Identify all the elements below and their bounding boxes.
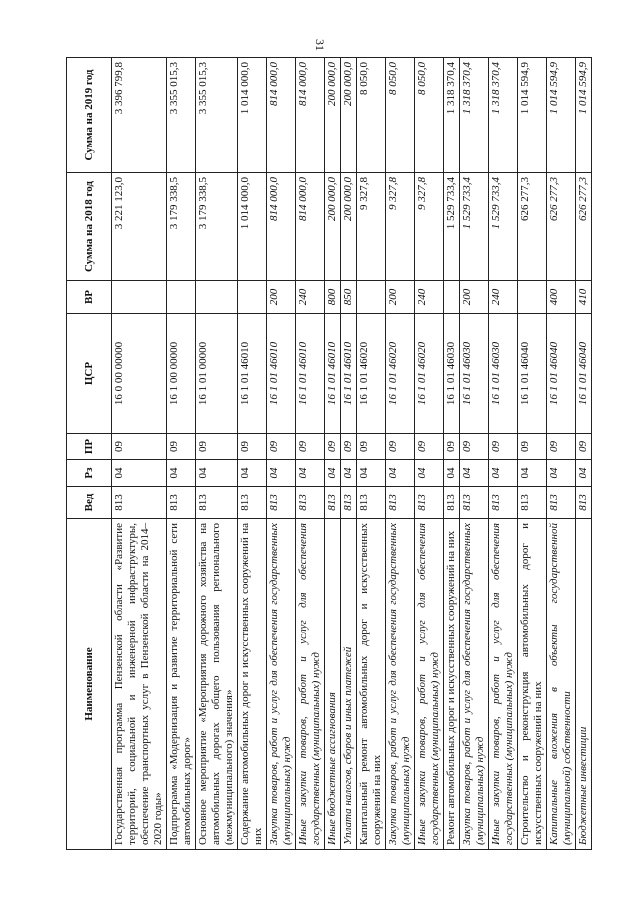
header-vr: ВР — [67, 281, 112, 314]
cell-name: Закупка товаров, работ и услуг для обеспечения государственных (муниципальных) нужд — [267, 519, 296, 850]
cell-name: Капитальные вложения в объекты государственной (муниципальной) собственности — [547, 519, 576, 850]
cell-sum-2018: 200 000,0 — [341, 173, 357, 281]
cell-vr — [167, 281, 196, 314]
cell-rz: 04 — [386, 460, 415, 487]
cell-ved: 813 — [325, 487, 341, 519]
cell-sum-2019: 1 318 370,4 — [444, 58, 460, 173]
cell-sum-2019: 1 318 370,4 — [460, 58, 489, 173]
cell-name: Закупка товаров, работ и услуг для обеспечения государственных (муниципальных) нужд — [460, 519, 489, 850]
cell-name: Бюджетные инвестиции — [576, 519, 592, 850]
cell-sum-2018: 9 327,8 — [386, 173, 415, 281]
cell-rz: 04 — [167, 460, 196, 487]
cell-ved: 813 — [238, 487, 267, 519]
cell-pr: 09 — [547, 434, 576, 460]
table-row — [415, 58, 444, 850]
cell-csr: 16 1 01 46020 — [415, 314, 444, 434]
page-number: 31 — [313, 39, 327, 51]
cell-pr: 09 — [386, 434, 415, 460]
cell-sum-2019: 8 050,0 — [386, 58, 415, 173]
cell-name: Иные закупки товаров, работ и услуг для обеспечения государственных (муниципальных) нужд — [296, 519, 325, 850]
table-row — [196, 58, 238, 850]
cell-sum-2018: 1 529 733,4 — [460, 173, 489, 281]
cell-ved: 813 — [460, 487, 489, 519]
cell-sum-2019: 200 000,0 — [325, 58, 341, 173]
cell-rz: 04 — [460, 460, 489, 487]
cell-vr: 240 — [296, 281, 325, 314]
cell-sum-2019: 1 014 594,9 — [547, 58, 576, 173]
cell-ved: 813 — [357, 487, 386, 519]
cell-ved: 813 — [489, 487, 518, 519]
table-row — [489, 58, 518, 850]
cell-pr: 09 — [489, 434, 518, 460]
cell-vr: 200 — [460, 281, 489, 314]
table-row — [341, 58, 357, 850]
table-header-row — [67, 58, 112, 850]
cell-vr: 200 — [267, 281, 296, 314]
table-row — [518, 58, 547, 850]
cell-rz: 04 — [444, 460, 460, 487]
cell-csr: 16 1 01 00000 — [196, 314, 238, 434]
cell-ved: 813 — [112, 487, 167, 519]
cell-sum-2018: 814 000,0 — [267, 173, 296, 281]
cell-vr — [518, 281, 547, 314]
cell-rz: 04 — [196, 460, 238, 487]
cell-ved: 813 — [576, 487, 592, 519]
cell-sum-2018: 1 529 733,4 — [444, 173, 460, 281]
cell-csr: 16 1 01 46040 — [518, 314, 547, 434]
cell-vr: 800 — [325, 281, 341, 314]
cell-vr: 400 — [547, 281, 576, 314]
cell-name: Иные бюджетные ассигнования — [325, 519, 341, 850]
cell-name: Капитальный ремонт автомобильных дорог и искусственных сооружений на них — [357, 519, 386, 850]
cell-csr: 16 1 01 46010 — [238, 314, 267, 434]
cell-rz: 04 — [238, 460, 267, 487]
cell-sum-2018: 9 327,8 — [415, 173, 444, 281]
cell-sum-2019: 3 355 015,3 — [167, 58, 196, 173]
cell-vr — [444, 281, 460, 314]
cell-rz: 04 — [576, 460, 592, 487]
cell-name: Строительство и реконструкция автомобильных дорог и искусственных сооружений на них — [518, 519, 547, 850]
cell-sum-2019: 8 050,0 — [357, 58, 386, 173]
cell-vr: 240 — [415, 281, 444, 314]
cell-name: Иные закупки товаров, работ и услуг для обеспечения государственных (муниципальных) нужд — [489, 519, 518, 850]
cell-name: Содержание автомобильных дорог и искусственных сооружений на них — [238, 519, 267, 850]
cell-csr: 16 1 00 00000 — [167, 314, 196, 434]
cell-csr: 16 1 01 46040 — [547, 314, 576, 434]
cell-sum-2018: 200 000,0 — [325, 173, 341, 281]
cell-pr: 09 — [341, 434, 357, 460]
cell-vr: 240 — [489, 281, 518, 314]
table-row — [267, 58, 296, 850]
table-body — [112, 58, 592, 850]
cell-sum-2019: 8 050,0 — [415, 58, 444, 173]
cell-pr: 09 — [167, 434, 196, 460]
cell-sum-2019: 3 396 799,8 — [112, 58, 167, 173]
table-row — [167, 58, 196, 850]
cell-name: Государственная программа Пензенской области «Развитие территорий, социальной и инженерной инфраструктуры, обеспечение транспортных услуг в Пензенской области на 2014–2020 годы» — [112, 519, 167, 850]
table-row — [576, 58, 592, 850]
cell-pr: 09 — [576, 434, 592, 460]
header-ved: Вед — [67, 487, 112, 519]
cell-csr: 16 0 00 00000 — [112, 314, 167, 434]
cell-ved: 813 — [196, 487, 238, 519]
cell-vr: 410 — [576, 281, 592, 314]
cell-name: Уплата налогов, сборов и иных платежей — [341, 519, 357, 850]
cell-vr — [357, 281, 386, 314]
cell-pr: 09 — [112, 434, 167, 460]
cell-sum-2018: 814 000,0 — [296, 173, 325, 281]
table-row — [386, 58, 415, 850]
budget-table — [66, 57, 592, 850]
rotated-page — [66, 58, 589, 850]
cell-ved: 813 — [547, 487, 576, 519]
header-rz: Рз — [67, 460, 112, 487]
cell-sum-2018: 626 277,3 — [547, 173, 576, 281]
cell-pr: 09 — [357, 434, 386, 460]
table-row — [444, 58, 460, 850]
cell-sum-2019: 814 000,0 — [267, 58, 296, 173]
table-row — [112, 58, 167, 850]
cell-sum-2019: 814 000,0 — [296, 58, 325, 173]
cell-rz: 04 — [341, 460, 357, 487]
table-row — [325, 58, 341, 850]
cell-sum-2019: 1 014 000,0 — [238, 58, 267, 173]
cell-ved: 813 — [415, 487, 444, 519]
cell-pr: 09 — [518, 434, 547, 460]
table-row — [547, 58, 576, 850]
cell-sum-2018: 1 014 000,0 — [238, 173, 267, 281]
cell-sum-2019: 1 318 370,4 — [489, 58, 518, 173]
cell-pr: 09 — [460, 434, 489, 460]
cell-rz: 04 — [325, 460, 341, 487]
cell-name: Иные закупки товаров, работ и услуг для обеспечения государственных (муниципальных) нужд — [415, 519, 444, 850]
cell-name: Ремонт автомобильных дорог и искусственных сооружений на них — [444, 519, 460, 850]
cell-ved: 813 — [267, 487, 296, 519]
cell-name: Подпрограмма «Модернизация и развитие территориальной сети автомобильных дорог» — [167, 519, 196, 850]
cell-csr: 16 1 01 46030 — [460, 314, 489, 434]
header-name: Наименование — [67, 519, 112, 850]
cell-vr — [238, 281, 267, 314]
cell-csr: 16 1 01 46030 — [444, 314, 460, 434]
header-csr: ЦСР — [67, 314, 112, 434]
cell-ved: 813 — [386, 487, 415, 519]
cell-csr: 16 1 01 46010 — [341, 314, 357, 434]
cell-pr: 09 — [196, 434, 238, 460]
cell-name: Основное мероприятие «Мероприятия дорожного хозяйства на автомобильных дорогах общего пользования регионального (межмуниципального) значения» — [196, 519, 238, 850]
cell-rz: 04 — [267, 460, 296, 487]
cell-ved: 813 — [296, 487, 325, 519]
cell-sum-2018: 1 529 733,4 — [489, 173, 518, 281]
cell-ved: 813 — [444, 487, 460, 519]
cell-pr: 09 — [415, 434, 444, 460]
cell-pr: 09 — [267, 434, 296, 460]
cell-csr: 16 1 01 46020 — [357, 314, 386, 434]
cell-sum-2018: 626 277,3 — [518, 173, 547, 281]
cell-sum-2019: 1 014 594,9 — [576, 58, 592, 173]
cell-name: Закупка товаров, работ и услуг для обеспечения государственных (муниципальных) нужд — [386, 519, 415, 850]
cell-vr — [112, 281, 167, 314]
cell-rz: 04 — [489, 460, 518, 487]
cell-vr: 850 — [341, 281, 357, 314]
cell-vr — [196, 281, 238, 314]
cell-sum-2019: 3 355 015,3 — [196, 58, 238, 173]
cell-sum-2018: 3 221 123,0 — [112, 173, 167, 281]
cell-csr: 16 1 01 46010 — [325, 314, 341, 434]
cell-sum-2018: 3 179 338,5 — [196, 173, 238, 281]
cell-rz: 04 — [112, 460, 167, 487]
cell-pr: 09 — [444, 434, 460, 460]
cell-sum-2019: 1 014 594,9 — [518, 58, 547, 173]
table-row — [460, 58, 489, 850]
cell-csr: 16 1 01 46010 — [267, 314, 296, 434]
header-sum-2019: Сумма на 2019 год — [67, 58, 112, 173]
cell-sum-2018: 626 277,3 — [576, 173, 592, 281]
table-row — [357, 58, 386, 850]
header-sum-2018: Сумма на 2018 год — [67, 173, 112, 281]
cell-rz: 04 — [518, 460, 547, 487]
cell-sum-2018: 3 179 338,5 — [167, 173, 196, 281]
cell-vr: 200 — [386, 281, 415, 314]
cell-ved: 813 — [341, 487, 357, 519]
cell-csr: 16 1 01 46040 — [576, 314, 592, 434]
table-row — [296, 58, 325, 850]
header-pr: ПР — [67, 434, 112, 460]
cell-rz: 04 — [415, 460, 444, 487]
cell-pr: 09 — [238, 434, 267, 460]
cell-sum-2019: 200 000,0 — [341, 58, 357, 173]
cell-sum-2018: 9 327,8 — [357, 173, 386, 281]
cell-csr: 16 1 01 46030 — [489, 314, 518, 434]
cell-pr: 09 — [296, 434, 325, 460]
table-container — [66, 58, 589, 850]
cell-ved: 813 — [167, 487, 196, 519]
table-row — [238, 58, 267, 850]
cell-rz: 04 — [296, 460, 325, 487]
cell-rz: 04 — [357, 460, 386, 487]
cell-pr: 09 — [325, 434, 341, 460]
cell-ved: 813 — [518, 487, 547, 519]
cell-csr: 16 1 01 46020 — [386, 314, 415, 434]
cell-csr: 16 1 01 46010 — [296, 314, 325, 434]
cell-rz: 04 — [547, 460, 576, 487]
